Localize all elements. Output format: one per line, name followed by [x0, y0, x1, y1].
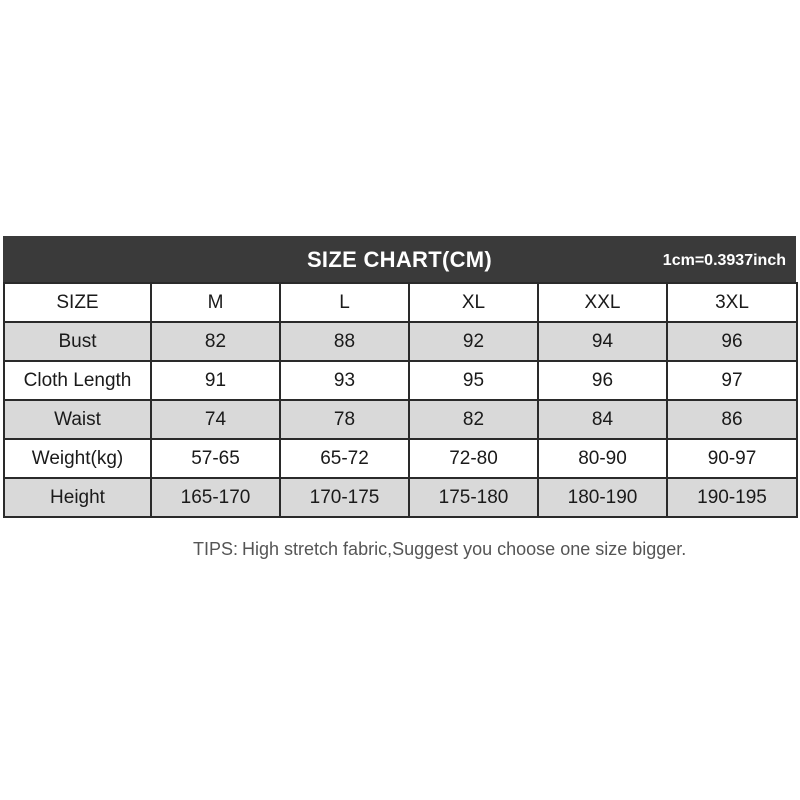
tips-label: TIPS: — [193, 539, 239, 559]
header-cell-size: SIZE — [4, 283, 151, 322]
table-cell: 74 — [151, 400, 280, 439]
table-cell: 92 — [409, 322, 538, 361]
table-cell: 57-65 — [151, 439, 280, 478]
header-cell-xl: XL — [409, 283, 538, 322]
row-label: Height — [4, 478, 151, 517]
table-cell: 90-97 — [667, 439, 797, 478]
size-chart — [3, 236, 796, 518]
table-cell: 78 — [280, 400, 409, 439]
table-cell: 72-80 — [409, 439, 538, 478]
table-cell: 88 — [280, 322, 409, 361]
table-cell: 96 — [667, 322, 797, 361]
row-weight — [4, 439, 797, 478]
table-cell: 65-72 — [280, 439, 409, 478]
table-cell: 95 — [409, 361, 538, 400]
unit-conversion: 1cm=0.3937inch — [662, 252, 786, 269]
table-cell: 165-170 — [151, 478, 280, 517]
header-cell-xxl: XXL — [538, 283, 667, 322]
table-cell: 190-195 — [667, 478, 797, 517]
table-cell: 82 — [409, 400, 538, 439]
row-label: Waist — [4, 400, 151, 439]
table-cell: 86 — [667, 400, 797, 439]
header-cell-l: L — [280, 283, 409, 322]
chart-title: SIZE CHART(CM) — [306, 247, 493, 272]
row-bust — [4, 322, 797, 361]
table-cell: 97 — [667, 361, 797, 400]
title-bar — [3, 236, 796, 282]
table-cell: 175-180 — [409, 478, 538, 517]
row-cloth-length — [4, 361, 797, 400]
tips-text: High stretch fabric,Suggest you choose one size bigger. — [242, 539, 687, 559]
tips-note — [193, 539, 686, 560]
table-cell: 180-190 — [538, 478, 667, 517]
header-row — [4, 283, 797, 322]
header-cell-3xl: 3XL — [667, 283, 797, 322]
row-label: Cloth Length — [4, 361, 151, 400]
table-cell: 93 — [280, 361, 409, 400]
table-cell: 96 — [538, 361, 667, 400]
table-cell: 80-90 — [538, 439, 667, 478]
row-waist — [4, 400, 797, 439]
row-label: Bust — [4, 322, 151, 361]
row-label: Weight(kg) — [4, 439, 151, 478]
table-cell: 91 — [151, 361, 280, 400]
table-cell: 170-175 — [280, 478, 409, 517]
table-cell: 82 — [151, 322, 280, 361]
row-height — [4, 478, 797, 517]
size-table — [3, 282, 798, 518]
header-cell-m: M — [151, 283, 280, 322]
table-cell: 84 — [538, 400, 667, 439]
table-cell: 94 — [538, 322, 667, 361]
